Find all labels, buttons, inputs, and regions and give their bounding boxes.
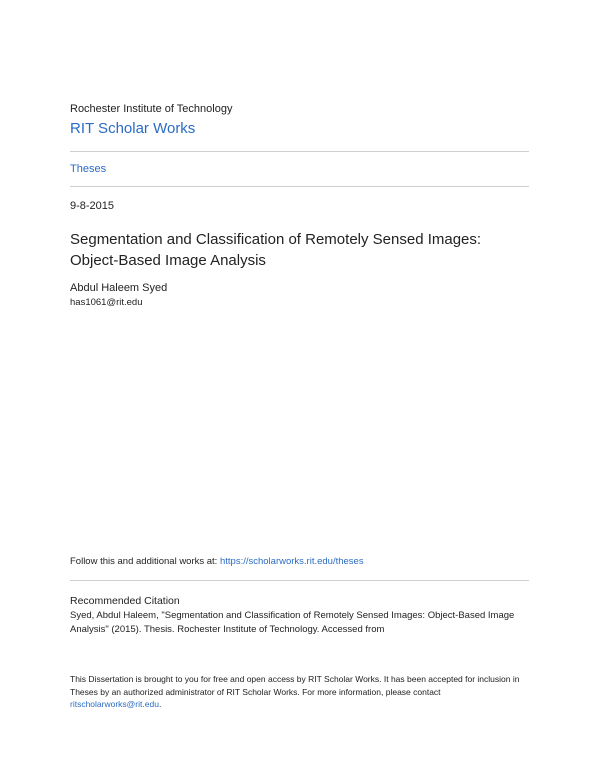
collection-link-theses[interactable]: Theses	[70, 163, 107, 175]
document-title: Segmentation and Classification of Remotely Sensed Images: Object-Based Image Analysis	[70, 231, 482, 269]
contact-email-link[interactable]: ritscholarworks@rit.edu	[70, 699, 159, 709]
divider	[70, 580, 529, 581]
notice-suffix: .	[158, 699, 162, 709]
author-email: has1061@rit.edu	[70, 297, 143, 308]
institution-name: Rochester Institute of Technology	[70, 103, 233, 115]
notice-text: This Dissertation is brought to you for free and open access by RIT Scholar Works. It has been accepted for inclusion in Theses by an authorized administrator of RIT Scholar Works. For more information, please contact	[70, 674, 520, 697]
follow-line	[70, 556, 364, 567]
publication-date: 9-8-2015	[70, 200, 115, 212]
recommended-citation-heading: Recommended Citation	[70, 595, 180, 607]
divider	[70, 151, 529, 152]
repository-name-link[interactable]: RIT Scholar Works	[70, 120, 196, 137]
access-notice	[70, 673, 530, 711]
citation-text: Syed, Abdul Haleem, "Segmentation and Classification of Remotely Sensed Images: Object-Based Image Analysis" (2015). Thesis. Rochester Institute of Technology. Accessed from	[70, 610, 515, 635]
follow-prefix: Follow this and additional works at:	[70, 556, 220, 567]
divider	[70, 186, 529, 187]
author-name: Abdul Haleem Syed	[70, 282, 168, 294]
theses-collection-url-link[interactable]: https://scholarworks.rit.edu/theses	[219, 556, 364, 567]
